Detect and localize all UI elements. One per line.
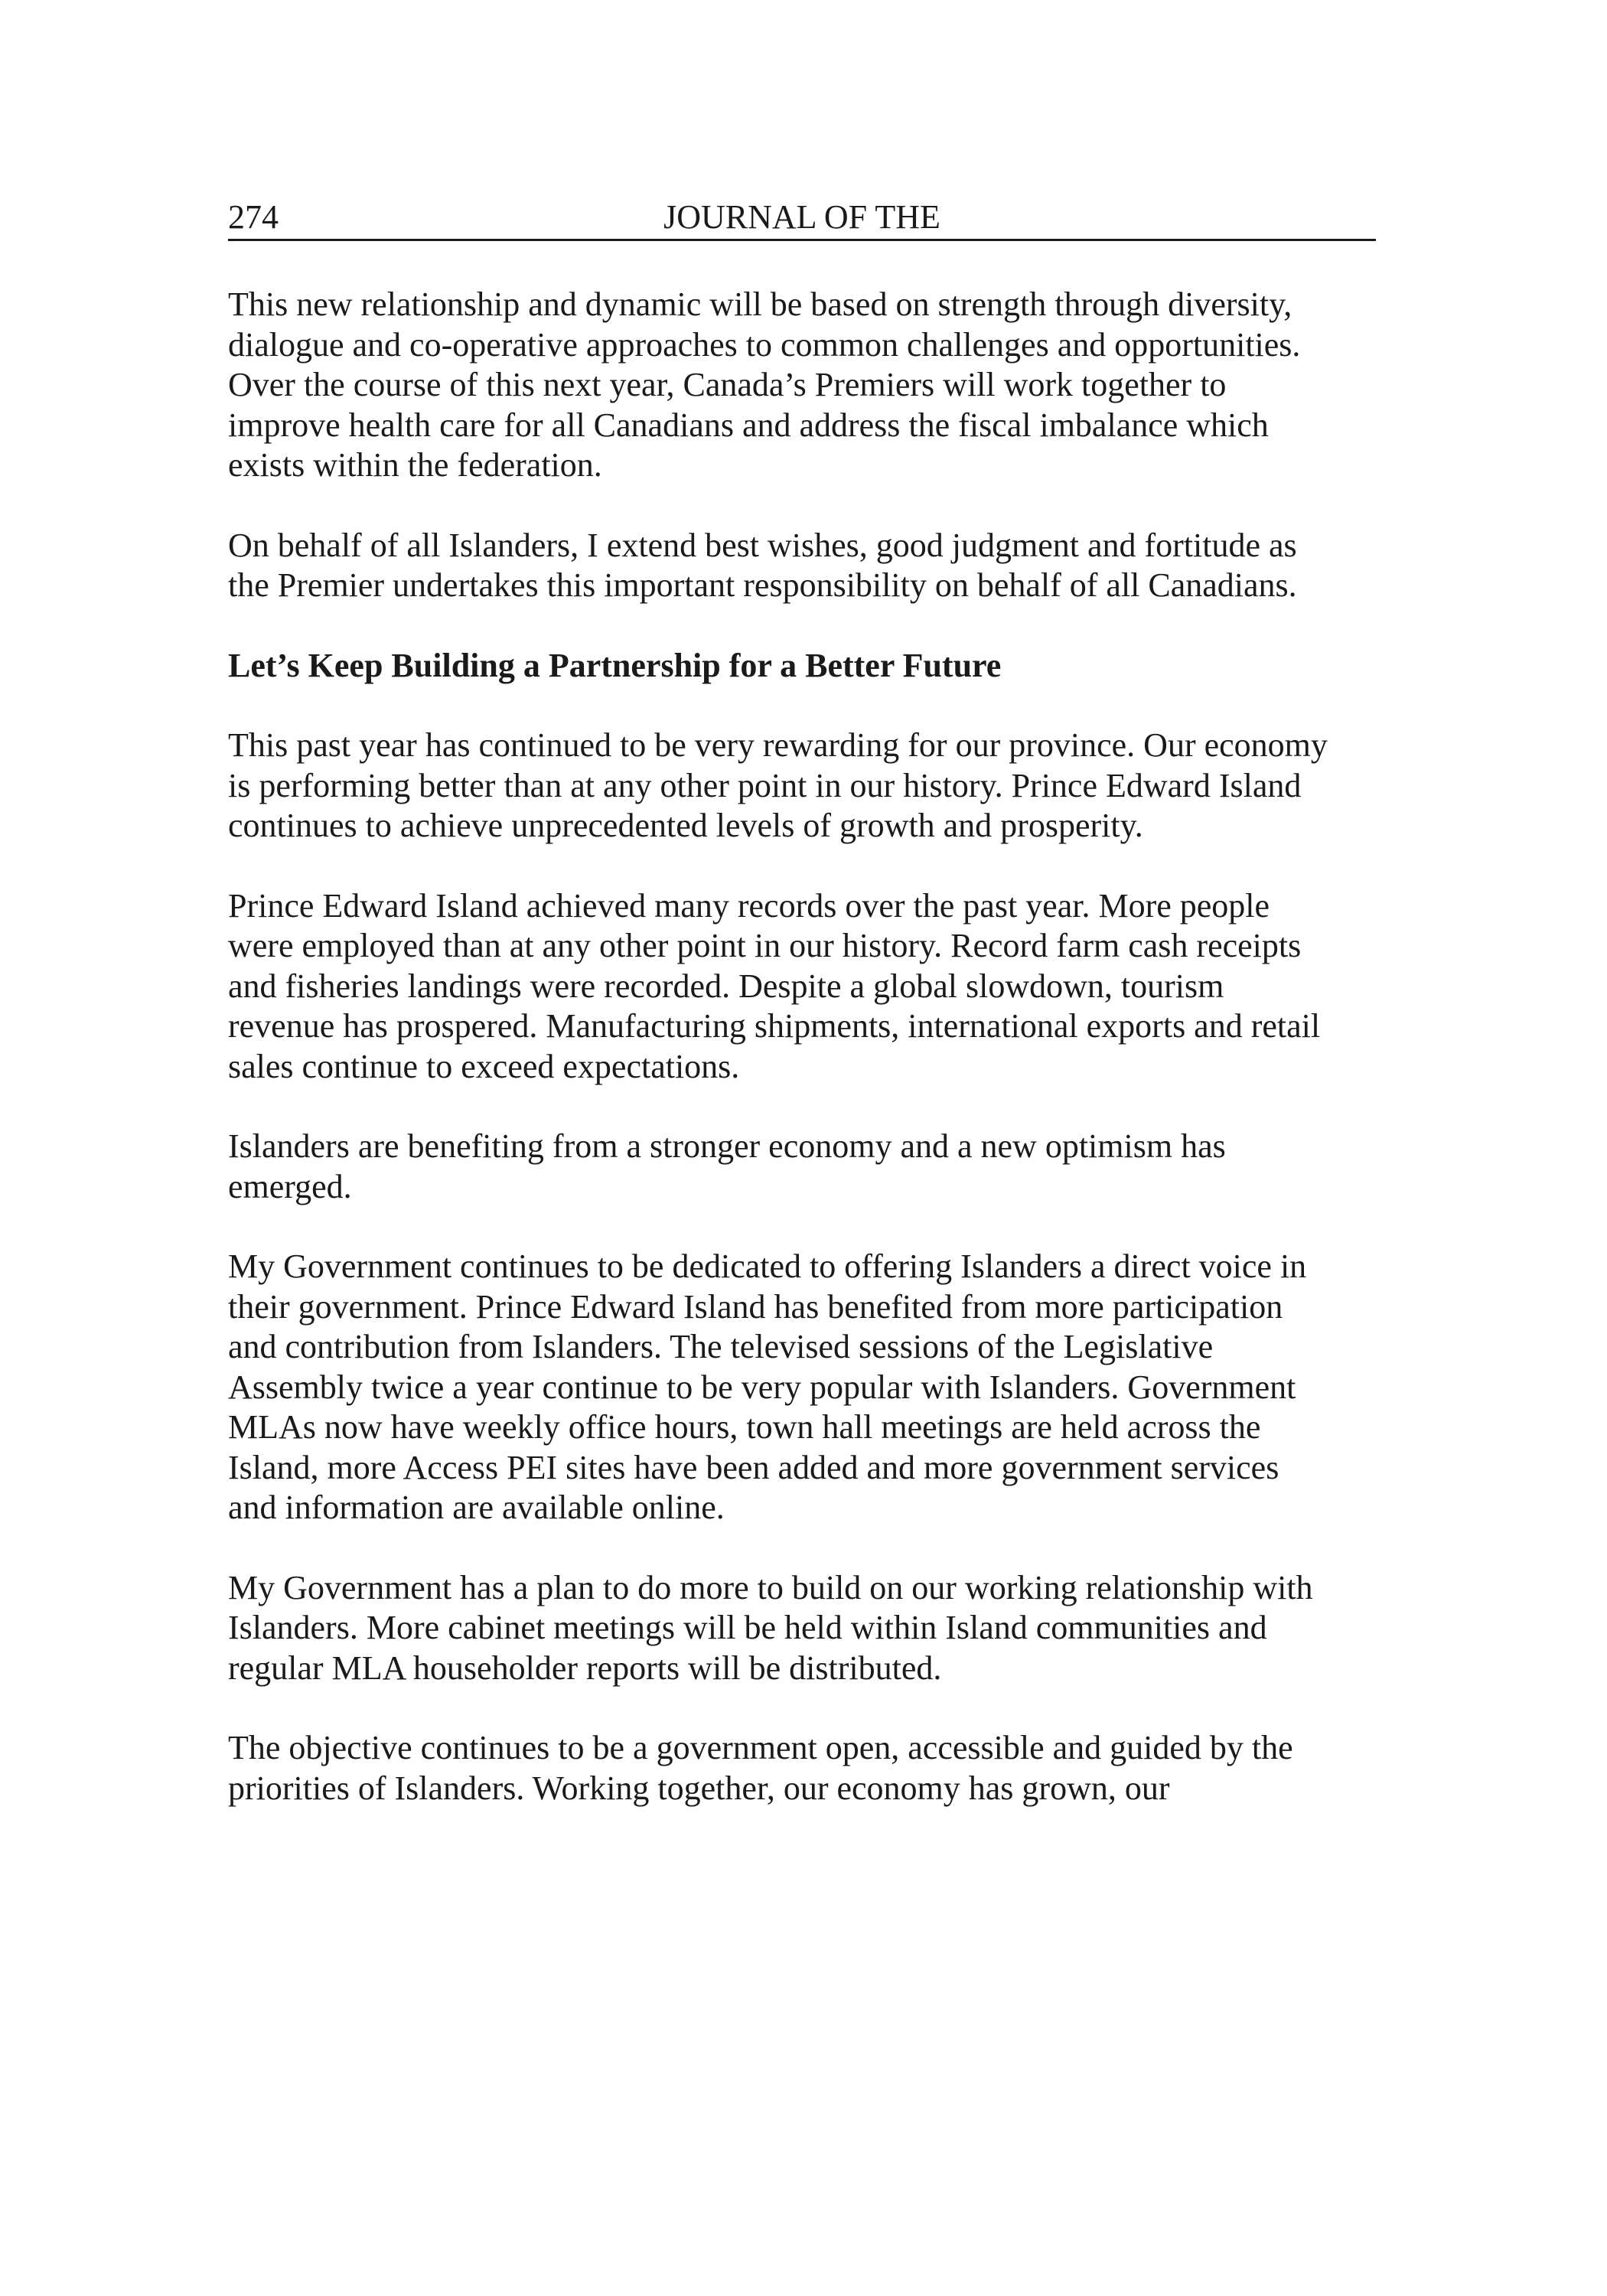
paragraph-objective bbox=[228, 1728, 1376, 1808]
text-line: and fisheries landings were recorded. Despite a global slowdown, tourism bbox=[228, 967, 1224, 1005]
text-line: Over the course of this next year, Canada’s Premiers will work together to bbox=[228, 366, 1227, 403]
paragraph-optimism bbox=[228, 1127, 1376, 1207]
paragraph-direct-voice bbox=[228, 1247, 1376, 1528]
paragraph-rewarding-year bbox=[228, 726, 1376, 846]
paragraph-best-wishes bbox=[228, 526, 1376, 606]
section-heading: Let’s Keep Building a Partnership for a Better Future bbox=[228, 646, 1002, 684]
text-line: dialogue and co-operative approaches to common challenges and opportunities. bbox=[228, 325, 1301, 364]
text-line: is performing better than at any other point in our history. Prince Edward Island bbox=[228, 766, 1302, 804]
text-line: My Government continues to be dedicated to offering Islanders a direct voice in bbox=[228, 1247, 1307, 1285]
text-line: The objective continues to be a government open, accessible and guided by the bbox=[228, 1729, 1293, 1766]
text-line: Islanders are benefiting from a stronger economy and a new optimism has bbox=[228, 1127, 1226, 1165]
text-line: Islanders. More cabinet meetings will be held within Island communities and bbox=[228, 1609, 1267, 1646]
text-line: MLAs now have weekly office hours, town hall meetings are held across the bbox=[228, 1408, 1261, 1446]
text-line: and contribution from Islanders. The televised sessions of the Legislative bbox=[228, 1328, 1214, 1365]
text-line: On behalf of all Islanders, I extend best wishes, good judgment and fortitude as bbox=[228, 526, 1297, 564]
text-line: This new relationship and dynamic will be based on strength through diversity, bbox=[228, 285, 1292, 323]
text-line: emerged. bbox=[228, 1167, 352, 1205]
page-number: 274 bbox=[228, 198, 279, 236]
text-line: revenue has prospered. Manufacturing shipments, international exports and retail bbox=[228, 1007, 1321, 1045]
journal-title: JOURNAL OF THE bbox=[663, 198, 940, 236]
text-line: exists within the federation. bbox=[228, 446, 602, 484]
running-header bbox=[228, 196, 1376, 241]
text-line: sales continue to exceed expectations. bbox=[228, 1047, 740, 1085]
text-line: This past year has continued to be very rewarding for our province. Our economy bbox=[228, 726, 1328, 764]
text-line: were employed than at any other point in our history. Record farm cash receipts bbox=[228, 927, 1302, 964]
body-text bbox=[228, 285, 1376, 1848]
paragraph-relationship bbox=[228, 285, 1376, 486]
text-line: priorities of Islanders. Working together, our economy has grown, our bbox=[228, 1769, 1170, 1807]
text-line: Assembly twice a year continue to be very popular with Islanders. Government bbox=[228, 1368, 1296, 1406]
text-line: continues to achieve unprecedented levels of growth and prosperity. bbox=[228, 807, 1143, 844]
text-line: regular MLA householder reports will be distributed. bbox=[228, 1649, 942, 1687]
paragraph-records bbox=[228, 886, 1376, 1088]
text-line: Prince Edward Island achieved many records over the past year. More people bbox=[228, 886, 1270, 925]
text-line: and information are available online. bbox=[228, 1489, 725, 1526]
text-line: their government. Prince Edward Island has benefited from more participation bbox=[228, 1287, 1283, 1326]
paragraph-working-relationship bbox=[228, 1568, 1376, 1689]
text-line: improve health care for all Canadians and address the fiscal imbalance which bbox=[228, 406, 1269, 444]
text-line: Island, more Access PEI sites have been added and more government services bbox=[228, 1448, 1279, 1486]
text-line: the Premier undertakes this important responsibility on behalf of all Canadians. bbox=[228, 566, 1297, 604]
text-line: My Government has a plan to do more to build on our working relationship with bbox=[228, 1568, 1313, 1606]
